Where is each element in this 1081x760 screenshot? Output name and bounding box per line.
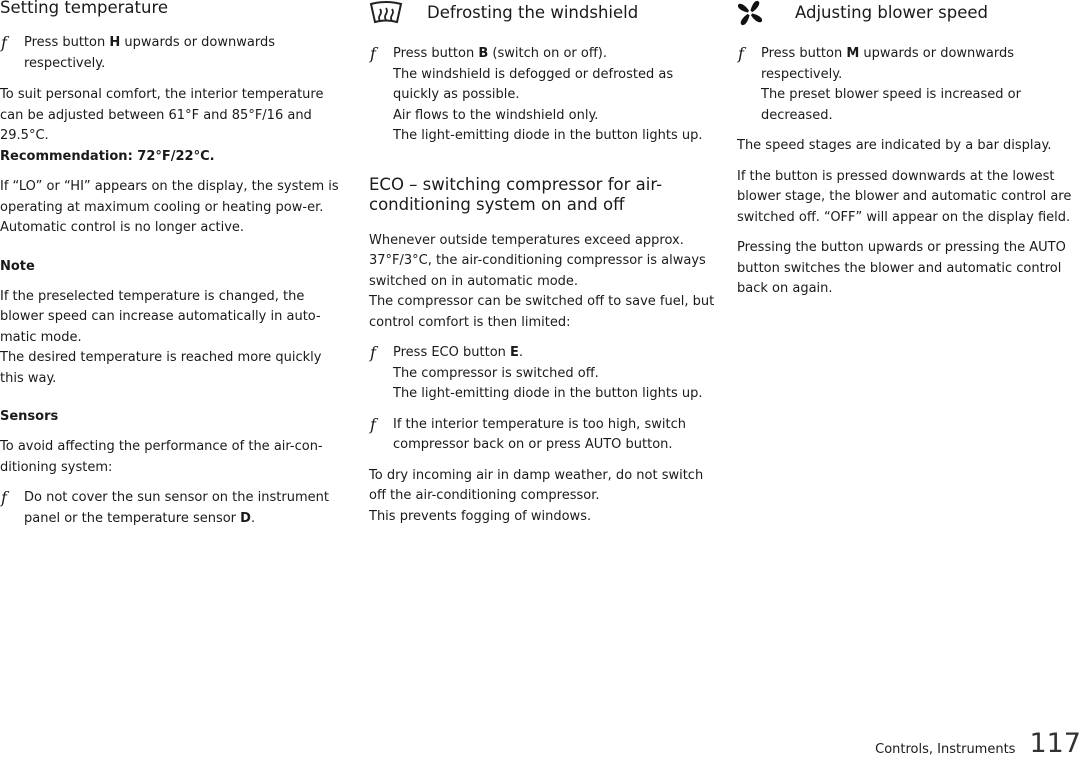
- sensor-key-d: D: [240, 510, 251, 526]
- paragraph: The compressor can be switched off to save fuel, but control comfort is then limited:: [369, 294, 715, 330]
- button-key-m: M: [846, 46, 860, 61]
- list-item: f If the interior temperature is too high, switch compressor back on or press AUTO button.: [370, 414, 686, 452]
- button-key-h: H: [109, 35, 121, 50]
- list-item: f Press ECO button E. The compressor is switched off. The light-emitting diode in the button lights up.: [369, 343, 719, 405]
- bullet-glyph: f: [370, 44, 376, 63]
- recommendation: Recommendation: 72°F/22°C.: [0, 148, 215, 164]
- paragraph: If “LO” or “HI” appears on the display, the system is operating at maximum cooling or heating pow-er.: [0, 179, 339, 215]
- paragraph: Automatic control is no longer active.: [0, 220, 245, 235]
- fan-icon: [737, 0, 771, 26]
- paragraph: If the preselected temperature is changed, the blower speed can increase automatically in auto-matic mode.: [0, 288, 321, 345]
- paragraph: Pressing the button upwards or pressing the AUTO button switches the blower and automatic control back on again.: [737, 240, 1066, 296]
- windshield-defrost-icon: [369, 0, 403, 26]
- paragraph: The speed stages are indicated by a bar display.: [737, 138, 1052, 153]
- bullet-glyph: f: [370, 414, 376, 434]
- page-footer: [875, 728, 1081, 760]
- column-blower-speed: [737, 0, 1081, 300]
- list-item-line: The windshield is defogged or defrosted as quickly as possible.: [393, 66, 674, 102]
- list-item: f Press button M upwards or downwards respectively. The preset blower speed is increased or decreased.: [737, 44, 1081, 126]
- bullet-glyph: f: [1, 488, 7, 507]
- list-item: f Press button B (switch on or off). The windshield is defogged or defrosted as quickly as possible. Air flows to the windshield only. The light-emitting diode in the button lights up.: [369, 44, 719, 147]
- page-number: 117: [1029, 728, 1081, 759]
- bullet-glyph: f: [738, 44, 744, 63]
- heading-defrosting: Defrosting the windshield: [427, 3, 639, 22]
- list-item-line: The compressor is switched off.: [393, 365, 599, 381]
- button-key-b: B: [478, 46, 489, 61]
- list-item-line: The light-emitting diode in the button lights up.: [393, 128, 703, 143]
- paragraph: To avoid affecting the performance of the air-con-ditioning system:: [0, 439, 323, 475]
- paragraph: If the button is pressed downwards at the lowest blower stage, the blower and automatic control are switched off. “OFF” will appear on the display field.: [737, 168, 1072, 225]
- paragraph: Whenever outside temperatures exceed approx. 37°F/3°C, the air-conditioning compressor is always switched on in automatic mode.: [369, 232, 706, 289]
- list-item: f Do not cover the sun sensor on the instrument panel or the temperature sensor D.: [1, 488, 329, 526]
- bullet-glyph: f: [1, 33, 7, 52]
- paragraph: This prevents fogging of windows.: [369, 508, 592, 524]
- list-item-line: Air flows to the windshield only.: [393, 107, 599, 123]
- column-setting-temperature: [0, 0, 348, 529]
- list-item: f Press button H upwards or downwards respectively.: [1, 33, 275, 71]
- heading-eco: ECO – switching compressor for air-conditioning system on and off: [369, 174, 663, 214]
- button-key-e: E: [510, 345, 519, 360]
- heading-row: [369, 0, 719, 26]
- list-item-line: The preset blower speed is increased or decreased.: [761, 87, 1021, 123]
- list-item-line: The light-emitting diode in the button lights up.: [393, 386, 703, 401]
- sensors-title: Sensors: [0, 409, 59, 424]
- note-title: Note: [0, 258, 35, 274]
- paragraph: To suit personal comfort, the interior temperature can be adjusted between 61°F and 85°F/16 and 29.5°C.: [0, 87, 324, 143]
- heading-setting-temperature: Setting temperature: [0, 0, 169, 17]
- bullet-glyph: f: [370, 343, 376, 362]
- heading-blower-speed: Adjusting blower speed: [795, 3, 989, 22]
- column-defrosting: [369, 0, 719, 527]
- section-title: Controls, Instruments: [875, 742, 1016, 757]
- heading-row: [737, 0, 1081, 26]
- paragraph: The desired temperature is reached more quickly this way.: [0, 350, 322, 386]
- paragraph: To dry incoming air in damp weather, do not switch off the air-conditioning compressor.: [369, 467, 704, 503]
